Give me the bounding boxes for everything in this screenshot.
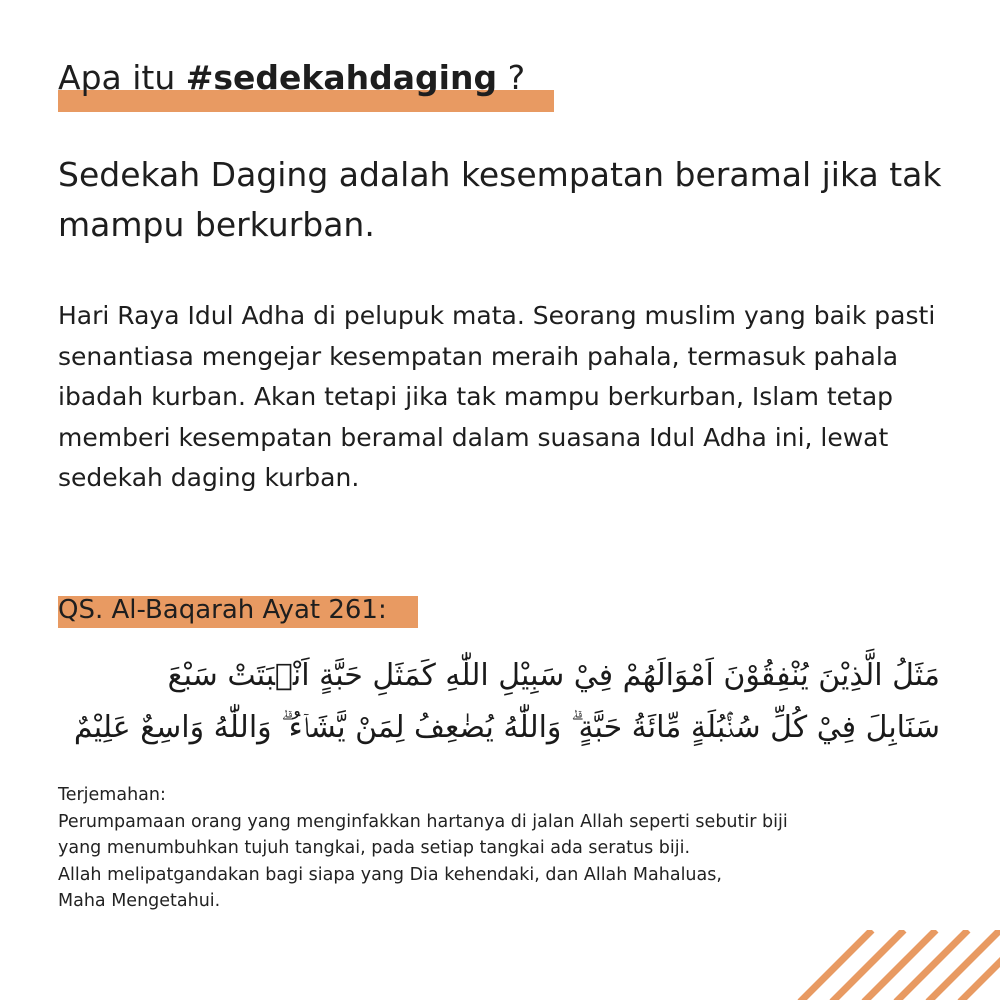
decorative-stripe bbox=[928, 930, 1000, 1000]
arabic-verse bbox=[60, 650, 940, 754]
translation-line-2: yang menumbuhkan tujuh tangkai, pada setiap tangkai ada seratus biji. bbox=[58, 838, 691, 858]
headline-block bbox=[58, 54, 525, 112]
decorative-stripe bbox=[864, 930, 936, 1000]
decorative-stripe bbox=[832, 930, 904, 1000]
headline-hashtag: #sedekahdaging bbox=[185, 58, 498, 97]
translation-line-4: Maha Mengetahui. bbox=[58, 891, 221, 911]
translation-line-1: Perumpamaan orang yang menginfakkan hartanya di jalan Allah seperti sebutir biji bbox=[58, 811, 788, 832]
arabic-verse-line-2: سَنَابِلَ فِيْ كُلِّ سُنْۢبُلَةٍ مِّائَةُ حَبَّةٍ ۗ وَاللّٰهُ يُضٰعِفُ لِمَنْ يَّشَاۤءُ ۗ وَاللّٰهُ وَاسِعٌ عَلِيْمٌ bbox=[73, 710, 940, 745]
headline-suffix: ? bbox=[497, 58, 526, 97]
decorative-stripe bbox=[896, 930, 968, 1000]
decorative-stripe bbox=[800, 930, 872, 1000]
lead-statement: Sedekah Daging adalah kesempatan beramal jika tak mampu berkurban. bbox=[58, 155, 942, 244]
verse-reference-block bbox=[58, 590, 387, 632]
verse-reference: QS. Al-Baqarah Ayat 261: bbox=[58, 595, 387, 625]
translation-heading: Terjemahan: bbox=[58, 785, 166, 805]
translation-line-3: Allah melipatgandakan bagi siapa yang Dia kehendaki, dan Allah Mahaluas, bbox=[58, 864, 722, 885]
arabic-verse-line-1: مَثَلُ الَّذِيْنَ يُنْفِقُوْنَ اَمْوَالَهُمْ فِيْ سَبِيْلِ اللّٰهِ كَمَثَلِ حَبَّةٍ اَنْۢبَتَتْ سَبْعَ bbox=[167, 658, 940, 693]
headline bbox=[58, 54, 525, 102]
translation-block bbox=[58, 782, 958, 915]
headline-prefix: Apa itu bbox=[58, 58, 186, 97]
body-paragraph: Hari Raya Idul Adha di pelupuk mata. Seorang muslim yang baik pasti senantiasa mengejar kesempatan meraih pahala, termasuk pahala ibadah kurban. Akan tetapi jika tak mampu berkurban, Islam tetap memberi kesempatan beramal dalam suasana Idul Adha ini, lewat sedekah daging kurban. bbox=[58, 301, 936, 492]
decorative-stripes bbox=[780, 930, 1000, 1000]
